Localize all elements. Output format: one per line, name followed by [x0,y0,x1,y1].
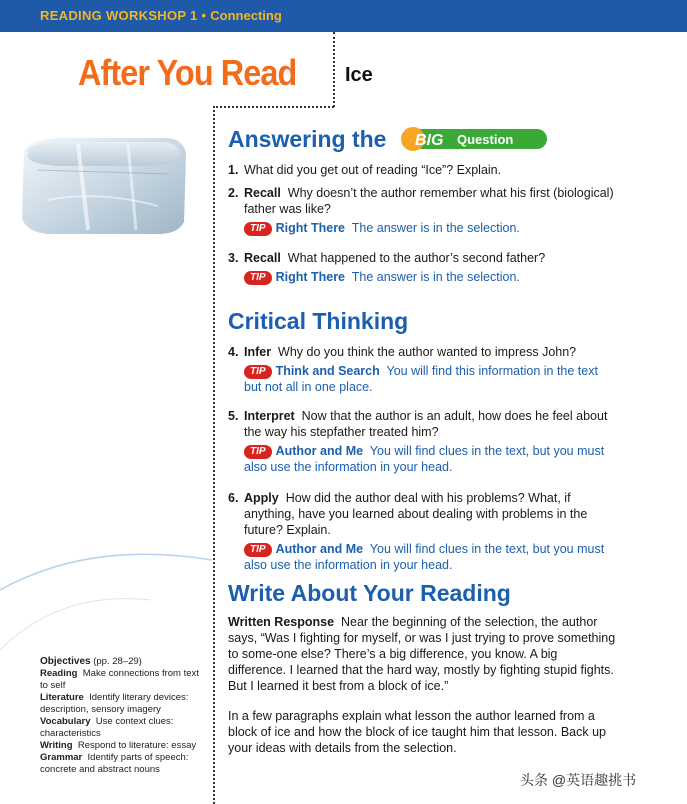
question-number: 6. [228,491,239,505]
tip-name: Right There [275,270,346,284]
big-question-badge [399,125,549,153]
story-title: Ice [345,64,373,86]
question-keyword: Interpret [244,409,295,423]
objective-label: Grammar [40,752,83,763]
question-keyword: Infer [244,345,272,359]
dotted-divider-horizontal [213,106,334,108]
objective-row [40,668,208,692]
question-number: 2. [228,186,239,200]
objective-row [40,716,208,740]
big-question-badge-big: BIG [414,131,444,149]
tip-name: Author and Me [275,542,364,556]
question-4 [228,344,618,395]
header-bar [0,0,687,32]
objective-label: Writing [40,740,73,751]
question-3 [228,250,618,285]
objective-text: Identify literary devices: description, sensory imagery [40,692,189,715]
question-keyword: Recall [244,186,281,200]
objectives-title: Objectives [40,656,91,667]
question-body [244,185,618,217]
ice-block-image [18,130,190,240]
question-number: 3. [228,251,239,265]
objective-text: Use context clues: characteristics [40,716,174,739]
big-question-heading-text: Answering the [228,126,387,152]
tip-name: Author and Me [275,444,364,458]
tip-text: You will find clues in the text, but you must also use the information in your head. [244,444,605,474]
header-section: Connecting [210,8,282,23]
tip-badge: TIP [244,543,272,557]
tip [244,269,618,285]
question-number: 4. [228,345,239,359]
question-keyword: Recall [244,251,281,265]
tip [244,541,618,573]
decorative-curve [0,540,212,660]
objectives-box [40,656,208,776]
objective-row [40,752,208,776]
tip-name: Think and Search [275,364,380,378]
write-about-heading: Write About Your Reading [228,580,511,606]
objective-label: Vocabulary [40,716,91,727]
objectives-pages: (pp. 28–29) [93,656,142,667]
question-text: How did the author deal with his problems? What, if anything, have you learned about dealing with problems in the future? Explain. [244,491,588,537]
header-workshop: READING WORKSHOP 1 [40,8,198,23]
question-body [244,344,618,360]
question-5 [228,408,618,475]
objective-label: Reading [40,668,78,679]
tip-text: The answer is in the selection. [351,221,520,235]
objectives-header [40,656,208,668]
objective-row [40,740,208,752]
header-title [40,8,282,23]
question-text: Now that the author is an adult, how does he feel about the way his stepfather treated him? [244,409,608,439]
question-text: What did you get out of reading “Ice”? Explain. [244,163,502,177]
question-2 [228,185,618,236]
page-title: After You Read [78,52,297,93]
question-body [244,408,618,440]
written-response-instructions: In a few paragraphs explain what lesson the author learned from a block of ice and how the block of ice taught him that lesson. Back up your ideas with details from the selection. [228,709,606,755]
written-response-paragraph [228,614,618,694]
written-response-keyword: Written Response [228,615,335,629]
tip-name: Right There [275,221,346,235]
tip [244,363,618,395]
objective-row [40,692,208,716]
objective-text: Make connections from text to self [40,668,199,691]
question-number: 1. [228,163,239,177]
big-question-heading [228,126,549,155]
tip-badge: TIP [244,445,272,459]
tip-badge: TIP [244,365,272,379]
tip [244,443,618,475]
question-text: What happened to the author’s second father? [287,251,546,265]
question-body [244,490,618,538]
written-response-text: Near the beginning of the selection, the author says, “Was I fighting for myself, or was I just trying to prove something to some-one else? There’s a big difference, you know. A big difference. I learned that the hard way, mostly by fighting stupid fights. But I learned it best from a block of ice.” [228,615,616,693]
tip-text: The answer is in the selection. [351,270,520,284]
question-text: Why doesn’t the author remember what his first (biological) father was like? [244,186,614,216]
tip-badge: TIP [244,271,272,285]
question-number: 5. [228,409,239,423]
tip [244,220,618,236]
question-6 [228,490,618,573]
objective-label: Literature [40,692,84,703]
dotted-divider-top [333,32,335,107]
header-separator: • [201,8,207,23]
tip-text: You will find this information in the text but not all in one place. [244,364,598,394]
critical-thinking-heading: Critical Thinking [228,308,409,334]
tip-text: You will find clues in the text, but you must also use the information in your head. [244,542,605,572]
question-keyword: Apply [244,491,279,505]
big-question-badge-question: Question [456,131,514,147]
objective-text: Respond to literature: essay [77,740,197,751]
question-text: Why do you think the author wanted to impress John? [278,345,577,359]
tip-badge: TIP [244,222,272,236]
objective-text: Identify parts of speech: concrete and abstract nouns [40,752,189,775]
question-body [244,250,618,266]
watermark: 头条 @英语趣挑书 [520,772,637,788]
dotted-divider-left [213,106,215,804]
question-1 [228,162,618,178]
